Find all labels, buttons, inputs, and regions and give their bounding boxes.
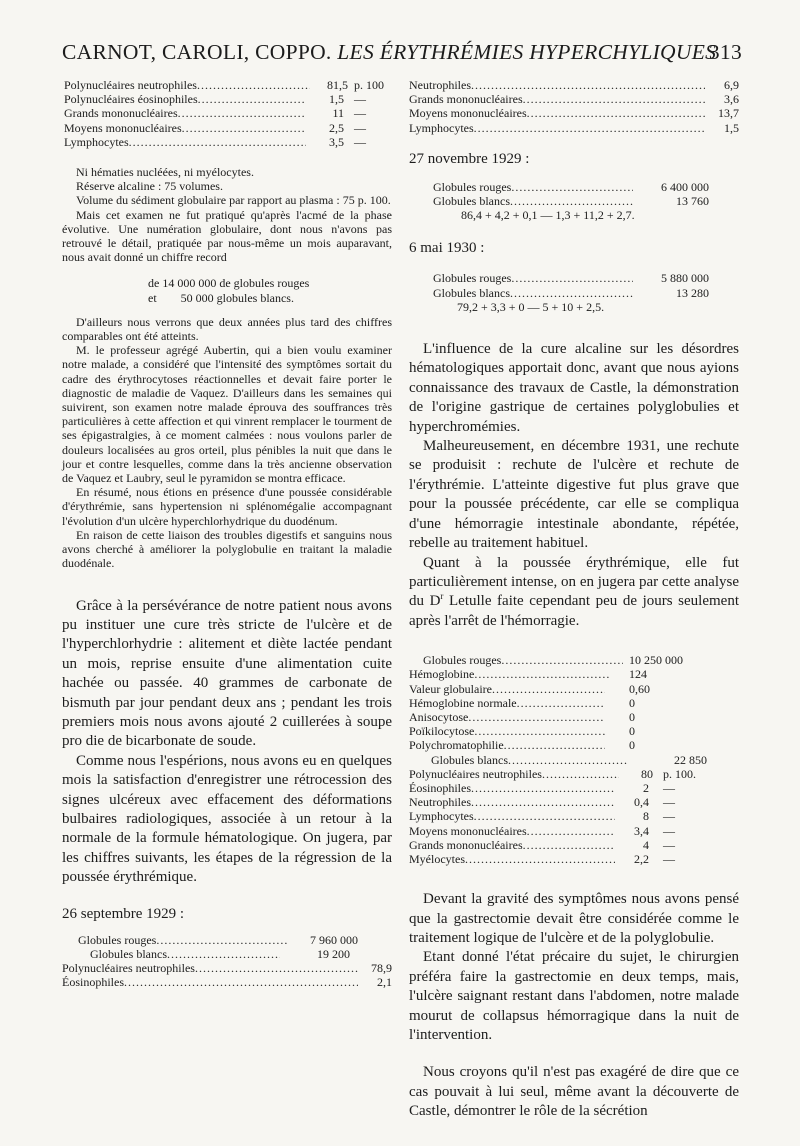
table-row: Grands mononucléaires . . . 4 — [409, 838, 709, 852]
table-row: Lymphocytes . . . 1,5 [409, 121, 739, 135]
date-heading: 27 novembre 1929 : [409, 150, 530, 167]
body-text-2 [409, 890, 739, 1121]
body-text [409, 340, 739, 631]
table-row: Globules blancs . . . 22 850 [409, 753, 709, 767]
right-column [409, 78, 739, 1122]
table-row: Neutrophiles . . . 0,4 — [409, 795, 709, 809]
table-row: Lymphocytes . . . 8 — [409, 809, 709, 823]
page-number: 313 [708, 40, 742, 64]
paragraph: Grâce à la persévérance de notre patient nous avons pu instituer une cure très stricte de l'ulcère et de l'hyperchlorhydrie : alitement et diète lactée pendant un mois, reprise ensuite d'une alimentation cuite hachée ou passée. 40 grammes de carbonate de bismuth par jour pendant deux ans ; pendant les trois premiers mois nous avons ajouté 2 cuillerées à soupe pro die de bicarbonate de soude. [62, 597, 392, 750]
table-row: Globules rouges . . . 5 880 000 [433, 271, 709, 285]
record-counts: de 14 000 000 de globules rouges et 50 000 globules blancs. [148, 276, 310, 305]
table-row: Polynucléaires neutrophiles . . . 80 p. 100. [409, 767, 709, 781]
leukocyte-formula-table [62, 78, 392, 149]
paragraph: En raison de cette liaison des troubles digestifs et sanguins nous avons cherché à améliorer la polyglobulie en traitant la maladie duodénale. [62, 527, 392, 571]
table-row: Hémoglobine normale . . . 0 [409, 696, 709, 710]
table-row: Neutrophiles . . . 6,9 [409, 78, 739, 92]
paragraph: Nous croyons qu'il n'est pas exagéré de dire que ce cas pouvait à lui seul, même avant la découverte de Castle, démontrer le rôle de la sécrétion [409, 1064, 739, 1120]
nov-formula: 86,4 + 4,2 + 0,1 — 1,3 + 11,2 + 2,7. [461, 208, 635, 223]
running-header [62, 40, 742, 65]
table-row: Grands mononucléaires . . . 11 — [64, 106, 392, 120]
table-row: Polychromatophilie . . . 0 [409, 738, 709, 752]
table-row: Globules rouges . . . 6 400 000 [433, 180, 709, 194]
may-counts-table [409, 271, 709, 299]
note: Volume du sédiment globulaire par rapport au plasma : 75 p. 100. [76, 193, 391, 208]
table-row: Éosinophiles . . . 2 — [409, 781, 709, 795]
table-row: Anisocytose . . . 0 [409, 710, 709, 724]
note: Ni hématies nucléées, ni myélocytes. [76, 165, 254, 180]
nov-counts-table [409, 180, 709, 208]
may-formula: 79,2 + 3,3 + 0 — 5 + 10 + 2,5. [457, 299, 605, 314]
table-row: Grands mononucléaires . . . 3,6 [409, 92, 739, 106]
header-title: LES ÉRYTHRÉMIES HYPERCHYLIQUES [337, 40, 717, 64]
table-row: Lymphocytes . . . 3,5 — [64, 135, 392, 149]
sept-counts-table [62, 933, 358, 961]
exam-notes [62, 165, 392, 193]
sept-formula-table [62, 961, 392, 989]
date-heading: 26 septembre 1929 : [62, 905, 185, 922]
body-text [62, 597, 392, 888]
table-row: Polynucléaires neutrophiles . . . 81,5 p. 100 [64, 78, 392, 92]
table-row: Moyens mononucléaires . . . 13,7 [409, 106, 739, 120]
date-heading: 6 mai 1930 : [409, 240, 485, 257]
header-authors: CARNOT, CAROLI, COPPO. [62, 40, 332, 64]
table-row: Poïkilocytose . . . 0 [409, 724, 709, 738]
blood-analysis-table [409, 653, 709, 866]
left-column [62, 78, 392, 989]
paragraph: Etant donné l'état précaire du sujet, le chirurgien préféra faire la gastrectomie en deux temps, mais, l'ulcère saignant restant dans l'abdomen, notre malade mourut de collapsus hémorragique dans la nuit de l'intervention. [409, 949, 739, 1044]
paragraph: M. le professeur agrégé Aubertin, qui a bien voulu examiner notre malade, a considéré que l'intensité des symptômes sortait du cadre des érythrocytoses réactionnelles et devait faire porter le diagnostic de maladie de Vaquez. D'ailleurs dans les semaines qui suivirent, son examen notre malade éprouva des souffrances très particulières à cette affection et qui vinrent remplacer le tourment de ses épigastralgies, à ce moment calmées : nous voulons parler de douleurs localisées au gros orteil, plus pénibles la nuit que dans le jour et contre lesquelles, comme dans la très ancienne observation de Vaquez et Laubry, seul le pyramidon se montra efficace. [62, 343, 392, 486]
sept-formula-continued [409, 78, 739, 135]
paragraph: L'influence de la cure alcaline sur les désordres hématologiques apportait donc, avant que nous ayions connaissance des travaux de Castle, la démonstration de l'origine gastrique de certaines polyglobulies et hyperchromémies. [409, 341, 739, 435]
exam-notes-2 [62, 193, 392, 264]
table-row: Éosinophiles . . . 2,1 [62, 975, 392, 989]
table-row: Globules blancs . . . 19 200 [78, 947, 358, 961]
table-row: Myélocytes . . . 2,2 — [409, 852, 709, 866]
note: Réserve alcaline : 75 volumes. [76, 179, 223, 194]
table-row: Valeur globulaire . . . 0,60 [409, 682, 709, 696]
table-row: Globules blancs . . . 13 760 [433, 194, 709, 208]
table-row: Globules rouges . . . 10 250 000 [409, 653, 709, 667]
table-row: Moyens mononucléaires . . . 3,4 — [409, 824, 709, 838]
note: Mais cet examen ne fut pratiqué qu'après l'acmé de la phase évolutive. Une numération globulaire, dont nous n'avons pas retrouvé le détail, pratiquée par nous-même un mois auparavant, nous avait donné un chiffre record [62, 207, 392, 265]
paragraph: En résumé, nous étions en présence d'une poussée considérable d'érythrémie, sans hypertension ni splénomégalie accompagnant l'évolution d'un ulcère hyperchlorhydrique du duodénum. [62, 485, 392, 528]
table-row: Moyens mononucléaires . . . 2,5 — [64, 121, 392, 135]
table-row: Polynucléaires éosinophiles . . . 1,5 — [64, 92, 392, 106]
paragraph: Malheureusement, en décembre 1931, une rechute se produisit : rechute de l'ulcère et rechute de l'érythrémie. L'atteinte digestive fut plus grave que pour la poussée précédente, car elle se compliqua d'une hémorragie intestinale abondante, répétée, rebelle au traitement habituel. [409, 438, 739, 552]
paragraph: D'ailleurs nous verrons que deux années plus tard des chiffres comparables ont été atteints. [62, 314, 392, 344]
paragraph: Comme nous l'espérions, nous avons eu en quelques mois la satisfaction d'enregistrer une rétrocession des signes ulcéreux avec effacement des déformations bulbaires radiologiques, associée à un retour à la normale de la formule hématologique. On jugera, par les chiffres suivants, les étapes de la régression de la poussée érythrémique. [62, 752, 392, 886]
small-paragraphs [62, 315, 392, 571]
table-row: Polynucléaires neutrophiles . . . 78,9 [62, 961, 392, 975]
paragraph: Quant à la poussée érythrémique, elle fut particulièrement intense, on en jugera par cette analyse du $D^r$ Letulle faite cependant peu de jours seulement après l'arrêt de l'hémorragie. [409, 554, 739, 629]
paragraph: Devant la gravité des symptômes nous avons pensé que la gastrectomie devait être considérée comme le traitement logique de l'ulcère et de la polyglobulie. [409, 891, 739, 946]
table-row: Globules rouges . . . 7 960 000 [78, 933, 358, 947]
table-row: Globules blancs . . . 13 280 [433, 286, 709, 300]
table-row: Hémoglobine . . . 124 [409, 667, 709, 681]
